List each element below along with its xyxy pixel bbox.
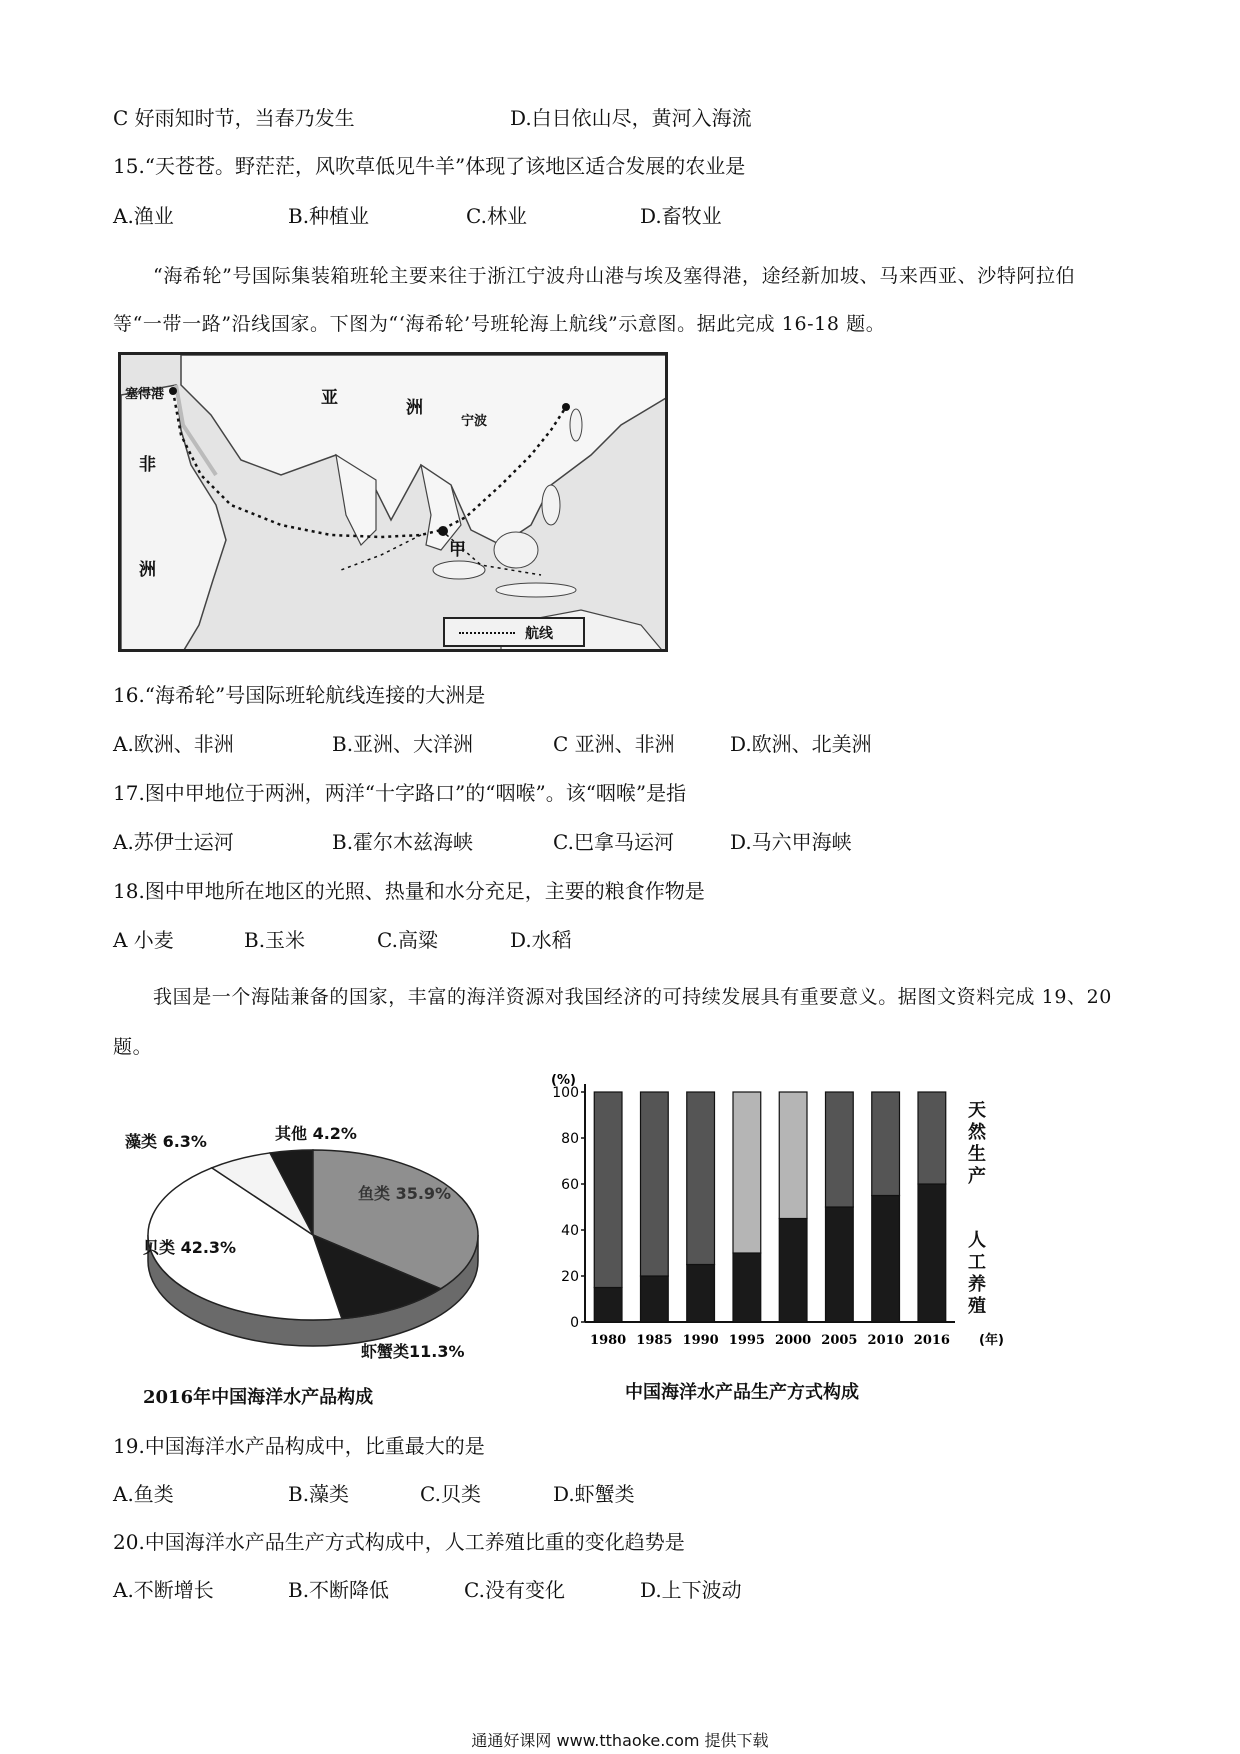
route-map-drawing bbox=[121, 355, 668, 652]
pie-label-other: 其他 4.2% bbox=[275, 1124, 357, 1143]
bar-farmed-1995 bbox=[733, 1253, 761, 1322]
map-label-ningbo: 宁波 bbox=[461, 414, 488, 429]
pie-label-shellfish: 贝类 42.3% bbox=[143, 1238, 237, 1257]
map-label-africa-1: 非 bbox=[139, 455, 156, 475]
bar-series-natural-label: 天然生产 bbox=[968, 1100, 986, 1187]
passage-marine: 我国是一个海陆兼备的国家，丰富的海洋资源对我国经济的可持续发展具有重要意义。据图文资料完成 19、20 题。 bbox=[113, 986, 1112, 1058]
q14-option-d: D.白日依山尽，黄河入海流 bbox=[510, 106, 752, 130]
bar-x-tick-2005: 2005 bbox=[821, 1333, 858, 1348]
q17-option-c: C.巴拿马运河 bbox=[553, 830, 674, 854]
q15-option-a: A.渔业 bbox=[113, 204, 174, 228]
bar-farmed-1985 bbox=[641, 1276, 669, 1322]
bar-x-tick-2016: 2016 bbox=[913, 1333, 950, 1348]
map-label-port-said: 塞得港 bbox=[125, 387, 165, 402]
bar-farmed-2005 bbox=[826, 1207, 854, 1322]
bar-farmed-2010 bbox=[872, 1196, 900, 1323]
bar-farmed-2000 bbox=[779, 1219, 807, 1323]
bar-natural-1985 bbox=[641, 1092, 669, 1276]
bar-y-tick-20: 20 bbox=[561, 1269, 579, 1285]
q16-option-d: D.欧洲、北美洲 bbox=[730, 732, 872, 756]
q17-option-a: A.苏伊士运河 bbox=[113, 830, 234, 854]
passage-route: “海希轮”号国际集装箱班轮主要来往于浙江宁波舟山港与埃及塞得港，途经新加坡、马来西亚、沙特阿拉伯等“一带一路”沿线国家。下图为“‘海希轮’号班轮海上航线”示意图。据此完成 16-18 题。 bbox=[113, 265, 1076, 335]
q20-stem: 20.中国海洋水产品生产方式构成中，人工养殖比重的变化趋势是 bbox=[113, 1530, 685, 1554]
q19-stem: 19.中国海洋水产品构成中，比重最大的是 bbox=[113, 1434, 485, 1458]
q17-option-b: B.霍尔木兹海峡 bbox=[332, 830, 474, 854]
bar-x-tick-2010: 2010 bbox=[867, 1333, 904, 1348]
bar-x-tick-2000: 2000 bbox=[775, 1333, 812, 1348]
q20-option-b: B.不断降低 bbox=[288, 1578, 390, 1602]
bar-y-unit: (%) bbox=[551, 1073, 576, 1088]
bar-x-tick-1990: 1990 bbox=[682, 1333, 719, 1348]
map-label-asia-1: 亚 bbox=[321, 388, 338, 408]
q17-stem: 17.图中甲地位于两洲，两洋“十字路口”的“咽喉”。该“咽喉”是指 bbox=[113, 781, 687, 805]
q15-stem: 15.“天苍苍。野茫茫，风吹草低见牛羊”体现了该地区适合发展的农业是 bbox=[113, 154, 746, 178]
q15-option-d: D.畜牧业 bbox=[640, 204, 722, 228]
bar-figure bbox=[535, 1072, 1065, 1412]
q20-option-a: A.不断增长 bbox=[113, 1578, 214, 1602]
q19-option-a: A.鱼类 bbox=[113, 1482, 174, 1506]
pie-caption: 2016年中国海洋水产品构成 bbox=[143, 1387, 374, 1408]
bar-natural-2005 bbox=[826, 1092, 854, 1207]
jia-marker bbox=[438, 526, 448, 536]
bar-y-tick-0: 0 bbox=[570, 1315, 579, 1331]
bar-series-farmed-label: 人工养殖 bbox=[968, 1230, 986, 1317]
bar-y-tick-40: 40 bbox=[561, 1223, 579, 1239]
q18-option-d: D.水稻 bbox=[510, 928, 572, 952]
q20-option-d: D.上下波动 bbox=[640, 1578, 742, 1602]
bar-y-tick-60: 60 bbox=[561, 1177, 579, 1193]
legend-dotted-line bbox=[459, 632, 515, 634]
q18-option-a: A 小麦 bbox=[113, 928, 174, 952]
bar-natural-2000 bbox=[779, 1092, 807, 1219]
bar-natural-2016 bbox=[918, 1092, 946, 1184]
bar-x-tick-1985: 1985 bbox=[636, 1333, 673, 1348]
map-label-jia: 甲 bbox=[449, 540, 466, 560]
bar-farmed-1980 bbox=[594, 1288, 622, 1323]
bar-caption: 中国海洋水产品生产方式构成 bbox=[625, 1382, 859, 1403]
q16-option-c: C 亚洲、非洲 bbox=[553, 732, 675, 756]
legend-label: 航线 bbox=[525, 626, 553, 642]
bar-natural-1995 bbox=[733, 1092, 761, 1253]
q19-option-c: C.贝类 bbox=[420, 1482, 481, 1506]
q19-option-b: B.藻类 bbox=[288, 1482, 350, 1506]
pie-label-fish: 鱼类 35.9% bbox=[358, 1184, 452, 1203]
q16-option-a: A.欧洲、非洲 bbox=[113, 732, 234, 756]
pie-label-algae: 藻类 6.3% bbox=[125, 1132, 207, 1151]
q17-option-d: D.马六甲海峡 bbox=[730, 830, 852, 854]
bar-natural-1980 bbox=[594, 1092, 622, 1288]
bar-y-tick-80: 80 bbox=[561, 1131, 579, 1147]
q16-option-b: B.亚洲、大洋洲 bbox=[332, 732, 474, 756]
q18-stem: 18.图中甲地所在地区的光照、热量和水分充足，主要的粮食作物是 bbox=[113, 879, 705, 903]
bar-y-tick-100: 100 bbox=[552, 1085, 579, 1101]
q19-option-d: D.虾蟹类 bbox=[553, 1482, 635, 1506]
bar-natural-2010 bbox=[872, 1092, 900, 1196]
map-label-africa-2: 洲 bbox=[139, 560, 156, 580]
pie-figure bbox=[113, 1085, 533, 1415]
map-label-asia-2: 洲 bbox=[406, 398, 423, 418]
q16-stem: 16.“海希轮”号国际班轮航线连接的大洲是 bbox=[113, 683, 486, 707]
q18-option-b: B.玉米 bbox=[244, 928, 306, 952]
bar-x-tick-1980: 1980 bbox=[590, 1333, 627, 1348]
map-legend bbox=[443, 617, 585, 647]
q14-option-c: C 好雨知时节，当春乃发生 bbox=[113, 106, 355, 130]
route-map bbox=[118, 352, 668, 652]
bar-x-tick-1995: 1995 bbox=[728, 1333, 765, 1348]
bar-x-unit: (年) bbox=[979, 1333, 1004, 1348]
q15-option-c: C.林业 bbox=[466, 204, 527, 228]
q15-option-b: B.种植业 bbox=[288, 204, 370, 228]
bar-farmed-2016 bbox=[918, 1184, 946, 1322]
pie-label-shrimp: 虾蟹类11.3% bbox=[361, 1342, 465, 1361]
footer-credit: 通通好课网 www.tthaoke.com 提供下载 bbox=[471, 1731, 769, 1750]
q20-option-c: C.没有变化 bbox=[464, 1578, 565, 1602]
bar-natural-1990 bbox=[687, 1092, 715, 1265]
bar-farmed-1990 bbox=[687, 1265, 715, 1323]
q18-option-c: C.高粱 bbox=[377, 928, 438, 952]
